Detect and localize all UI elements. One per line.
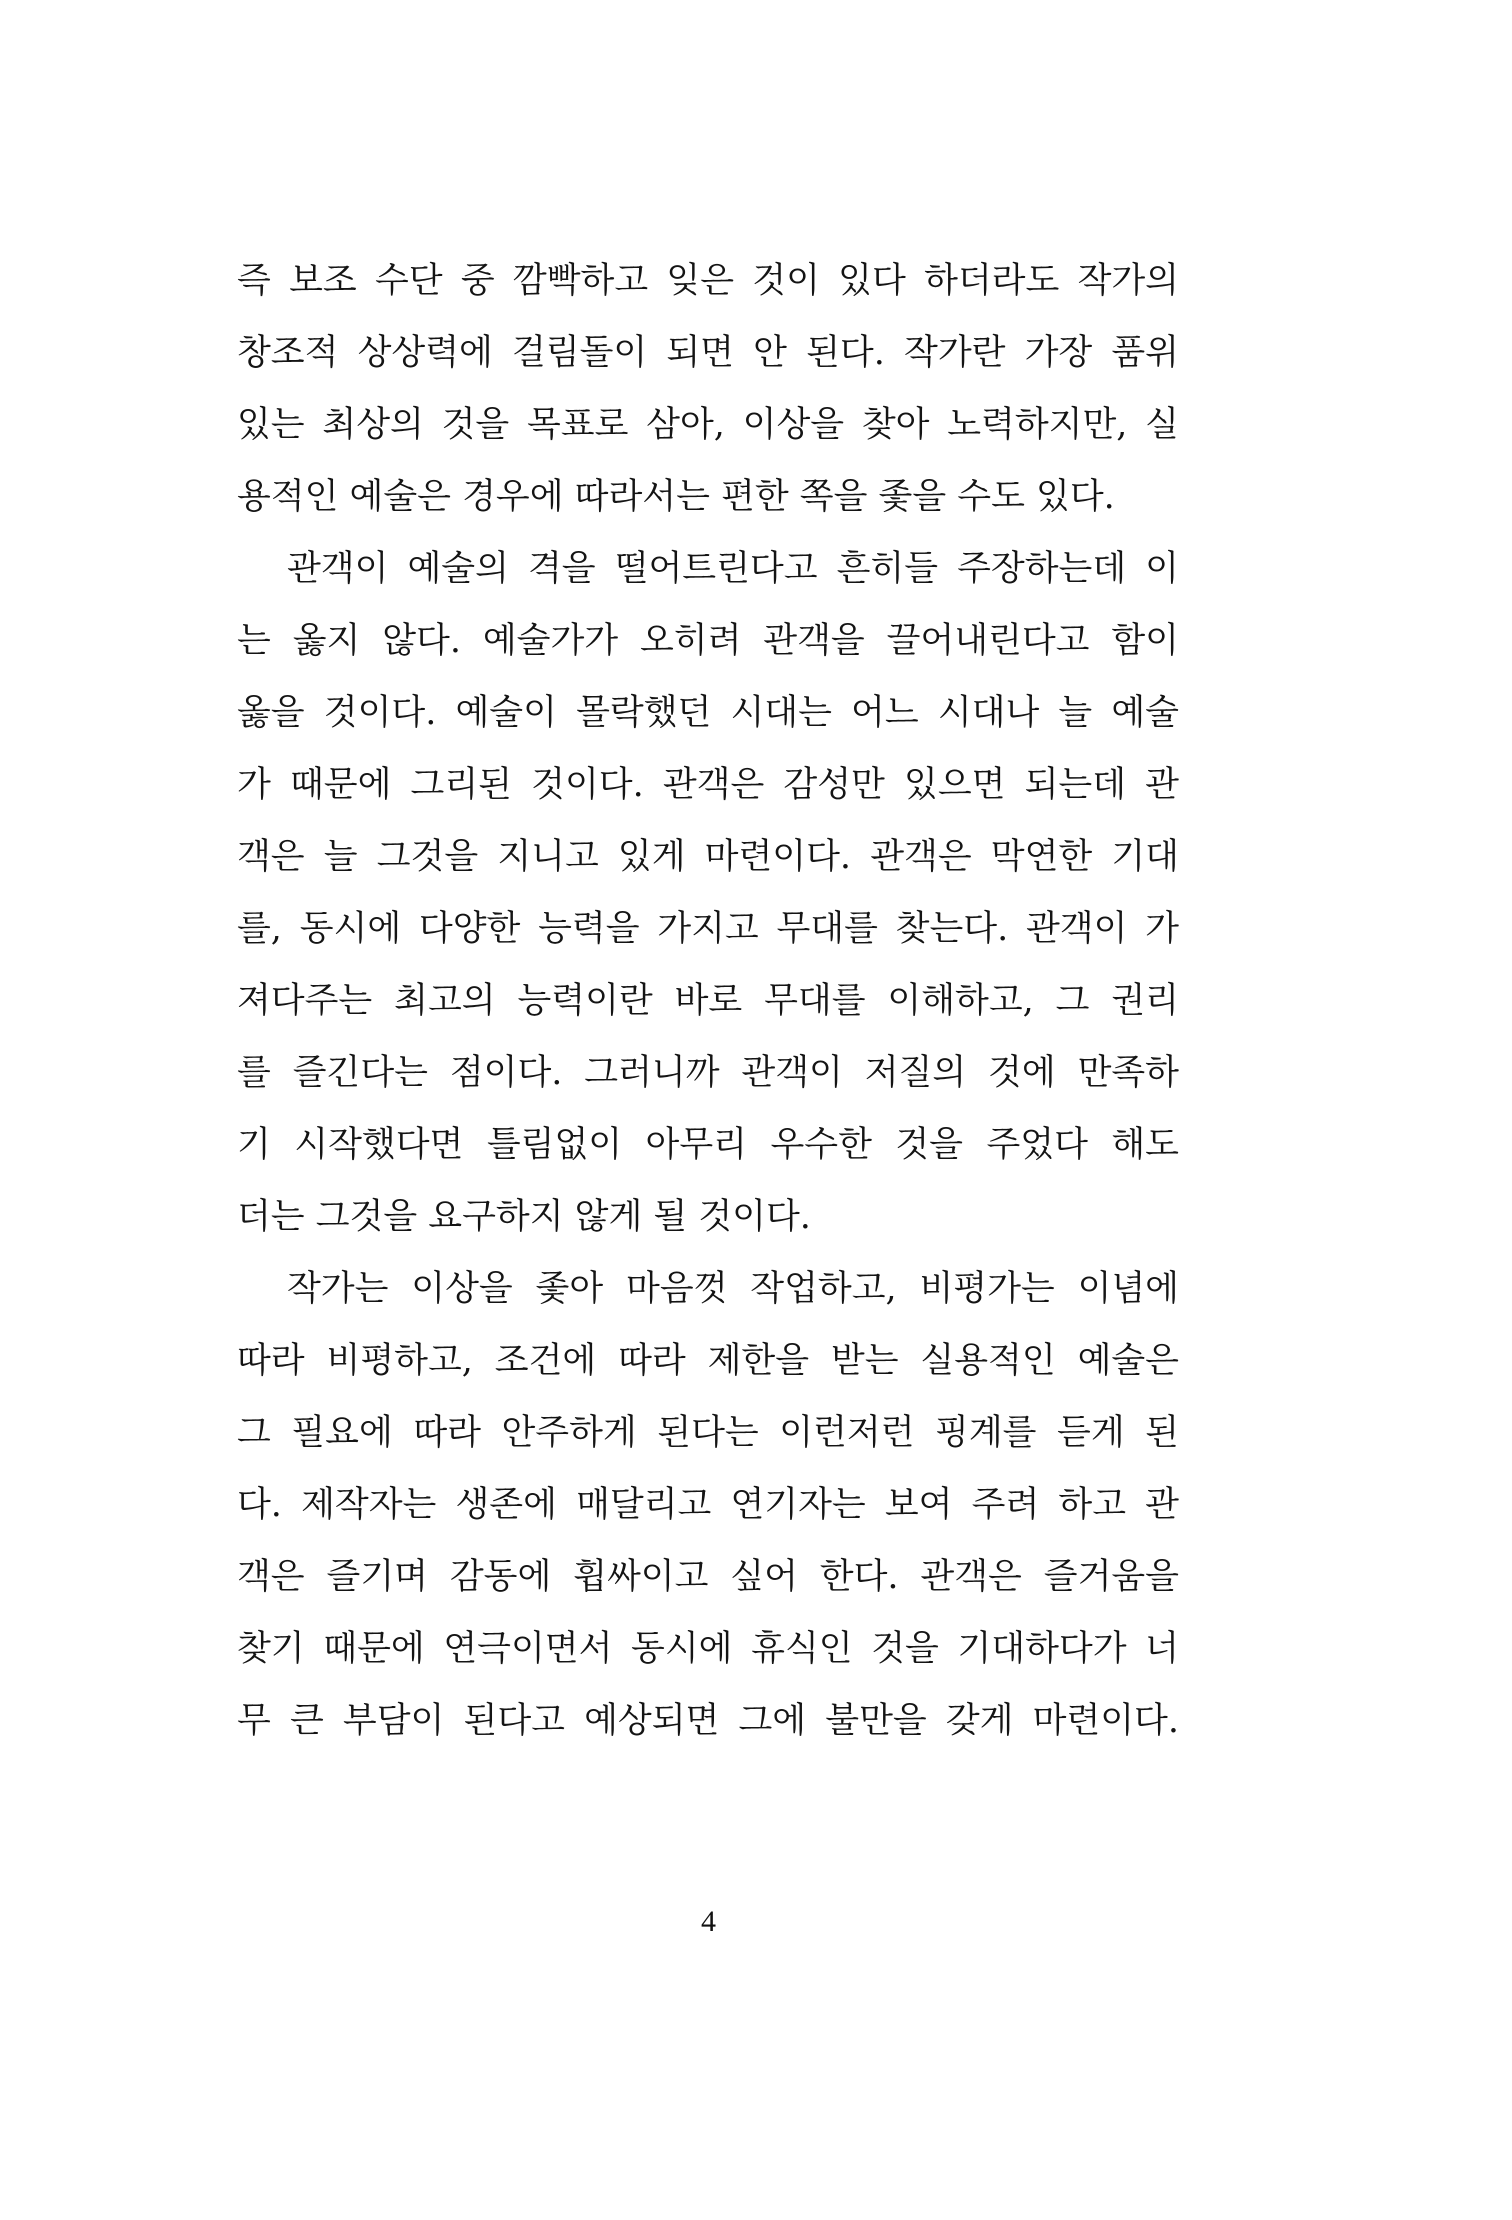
text-line: 창조적 상상력에 걸림돌이 되면 안 된다. 작가란 가장 품위 xyxy=(237,333,1179,373)
paragraph xyxy=(237,245,1179,533)
text-line: 있는 최상의 것을 목표로 삼아, 이상을 찾아 노력하지만, 실 xyxy=(237,405,1179,445)
text-line: 찾기 때문에 연극이면서 동시에 휴식인 것을 기대하다가 너 xyxy=(237,1629,1179,1669)
text-line: 작가는 이상을 좇아 마음껏 작업하고, 비평가는 이념에 xyxy=(287,1269,1179,1309)
text-line: 즉 보조 수단 중 깜빡하고 잊은 것이 있다 하더라도 작가의 xyxy=(237,261,1179,301)
body-text xyxy=(237,245,1179,1757)
text-line: 기 시작했다면 틀림없이 아무리 우수한 것을 주었다 해도 xyxy=(237,1125,1179,1165)
text-line: 가 때문에 그리된 것이다. 관객은 감성만 있으면 되는데 관 xyxy=(237,765,1179,805)
paragraph xyxy=(237,533,1179,1253)
text-line: 객은 즐기며 감동에 휩싸이고 싶어 한다. 관객은 즐거움을 xyxy=(237,1557,1179,1597)
text-line: 를 즐긴다는 점이다. 그러니까 관객이 저질의 것에 만족하 xyxy=(237,1053,1179,1093)
text-line: 무 큰 부담이 된다고 예상되면 그에 불만을 갖게 마련이다. xyxy=(237,1701,1179,1741)
text-line: 관객이 예술의 격을 떨어트린다고 흔히들 주장하는데 이 xyxy=(287,549,1179,589)
text-line: 따라 비평하고, 조건에 따라 제한을 받는 실용적인 예술은 xyxy=(237,1341,1179,1381)
text-line: 옳을 것이다. 예술이 몰락했던 시대는 어느 시대나 늘 예술 xyxy=(237,693,1179,733)
text-line: 다. 제작자는 생존에 매달리고 연기자는 보여 주려 하고 관 xyxy=(237,1485,1179,1525)
text-line: 그 필요에 따라 안주하게 된다는 이런저런 핑계를 듣게 된 xyxy=(237,1413,1179,1453)
text-line: 져다주는 최고의 능력이란 바로 무대를 이해하고, 그 권리 xyxy=(237,981,1179,1021)
text-line: 는 옳지 않다. 예술가가 오히려 관객을 끌어내린다고 함이 xyxy=(237,621,1179,661)
text-line: 더는 그것을 요구하지 않게 될 것이다. xyxy=(237,1197,811,1237)
paragraph xyxy=(237,1253,1179,1757)
page-number: 4 xyxy=(701,1905,716,1938)
text-line: 객은 늘 그것을 지니고 있게 마련이다. 관객은 막연한 기대 xyxy=(237,837,1179,877)
text-line: 용적인 예술은 경우에 따라서는 편한 쪽을 좇을 수도 있다. xyxy=(237,477,1115,517)
text-line: 를, 동시에 다양한 능력을 가지고 무대를 찾는다. 관객이 가 xyxy=(237,909,1179,949)
